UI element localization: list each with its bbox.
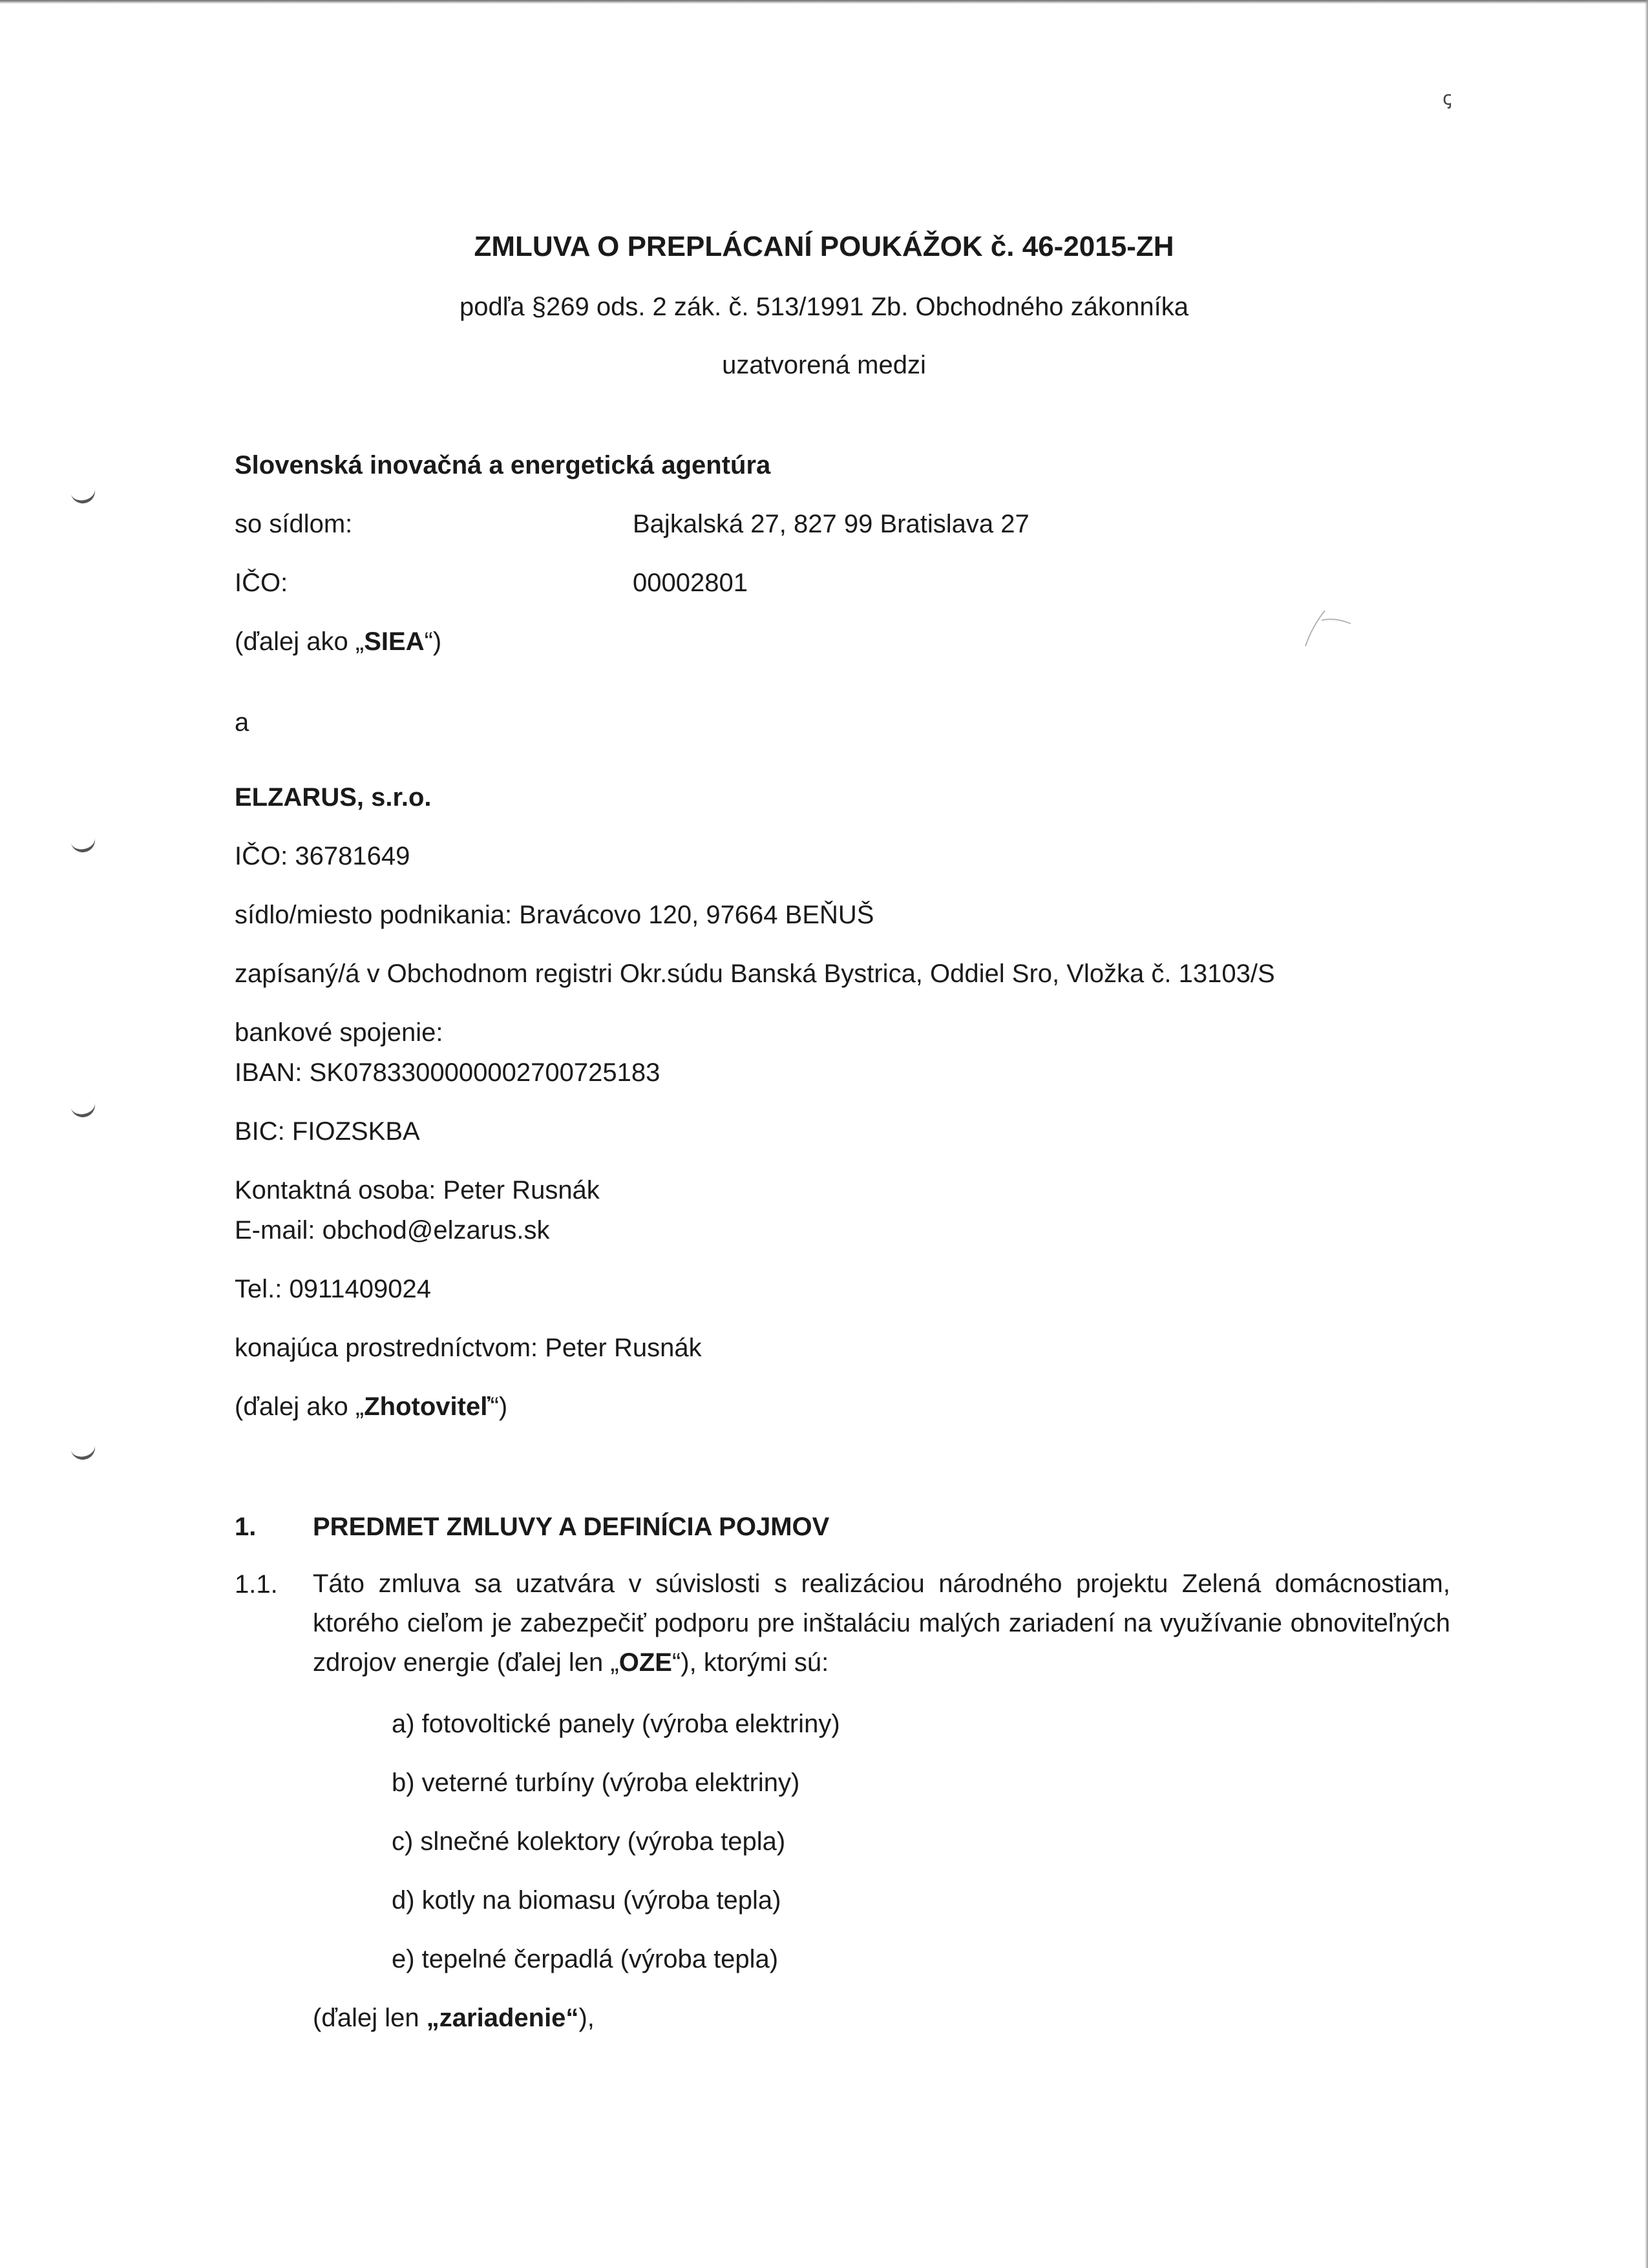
closing-prefix: (ďalej len — [313, 2004, 427, 2032]
party2-phone: Tel.: 0911409024 — [235, 1275, 431, 1303]
party2-name: ELZARUS, s.r.o. — [235, 783, 432, 812]
pencil-scribble — [1299, 594, 1357, 653]
punch-hole-mark — [69, 831, 97, 854]
party1-name: Slovenská inovačná a energetická agentúra — [235, 451, 771, 479]
conjunction: a — [235, 708, 249, 737]
list-item: a) fotovoltické panely (výroba elektriny) — [392, 1710, 840, 1738]
punch-hole-mark — [69, 482, 97, 505]
clause-term: OZE — [618, 1648, 672, 1677]
alias-suffix: “) — [424, 627, 442, 656]
party1-seat-value: Bajkalská 27, 827 99 Bratislava 27 — [633, 510, 1030, 538]
party2-seat: sídlo/miesto podnikania: Bravácovo 120, 97664 BEŇUŠ — [235, 901, 874, 929]
alias-suffix: “) — [490, 1392, 508, 1421]
closing-term: „zariadenie“ — [426, 2004, 579, 2032]
party2-bic: BIC: FIOZSKBA — [235, 1117, 420, 1146]
concluded-between: uzatvorená medzi — [722, 351, 926, 379]
party2-registry: zapísaný/á v Obchodnom registri Okr.súdu Banská Bystrica, Oddiel Sro, Vložka č. 13103/S — [235, 960, 1275, 988]
clause-paragraph — [313, 1564, 1450, 1683]
clause-number: 1.1. — [235, 1570, 278, 1599]
stray-mark: ꞔ — [1442, 88, 1452, 109]
party1-seat-label: so sídlom: — [235, 510, 353, 538]
clause-text: Táto zmluva sa uzatvára v súvislosti s realizáciou národného projektu Zelená domácnostiam, ktorého cieľom je zabezpečiť podporu pre inštaláciu malých zariadení na využívanie obnoviteľných zdrojov energie (ďalej len „ — [313, 1570, 1450, 1677]
alias-term: Zhotoviteľ — [364, 1392, 491, 1421]
party1-alias — [235, 629, 441, 655]
party2-ico: IČO: 36781649 — [235, 842, 410, 870]
list-item: b) veterné turbíny (výroba elektriny) — [392, 1769, 800, 1797]
party2-iban: IBAN: SK0783300000002700725183 — [235, 1058, 660, 1087]
alias-prefix: (ďalej ako „ — [235, 1392, 364, 1421]
party1-ico-value: 00002801 — [633, 569, 748, 597]
list-item: c) slnečné kolektory (výroba tepla) — [392, 1827, 786, 1856]
punch-hole-mark — [69, 1096, 97, 1119]
scan-edge-right — [1645, 0, 1648, 2268]
clause-text-end: “), ktorými sú: — [671, 1648, 829, 1677]
party2-alias — [235, 1394, 507, 1420]
party2-bank-label: bankové spojenie: — [235, 1018, 443, 1047]
scan-edge-top — [0, 0, 1648, 4]
party2-email: E-mail: obchod@elzarus.sk — [235, 1216, 550, 1244]
alias-term: SIEA — [364, 627, 425, 656]
closing-suffix: ), — [578, 2004, 595, 2032]
section-heading: PREDMET ZMLUVY A DEFINÍCIA POJMOV — [313, 1513, 830, 1541]
list-item: e) tepelné čerpadlá (výroba tepla) — [392, 1945, 779, 1973]
section-number: 1. — [235, 1513, 257, 1541]
closing-definition — [313, 2005, 595, 2031]
contract-subtitle: podľa §269 ods. 2 zák. č. 513/1991 Zb. Obchodného zákonníka — [459, 293, 1189, 321]
party2-acting: konajúca prostredníctvom: Peter Rusnák — [235, 1334, 702, 1362]
list-item: d) kotly na biomasu (výroba tepla) — [392, 1886, 781, 1915]
contract-title: ZMLUVA O PREPLÁCANÍ POUKÁŽOK č. 46-2015-ZH — [474, 231, 1174, 262]
punch-hole-mark — [69, 1438, 97, 1462]
party1-ico-label: IČO: — [235, 569, 288, 597]
party2-contact: Kontaktná osoba: Peter Rusnák — [235, 1176, 600, 1204]
alias-prefix: (ďalej ako „ — [235, 627, 364, 656]
